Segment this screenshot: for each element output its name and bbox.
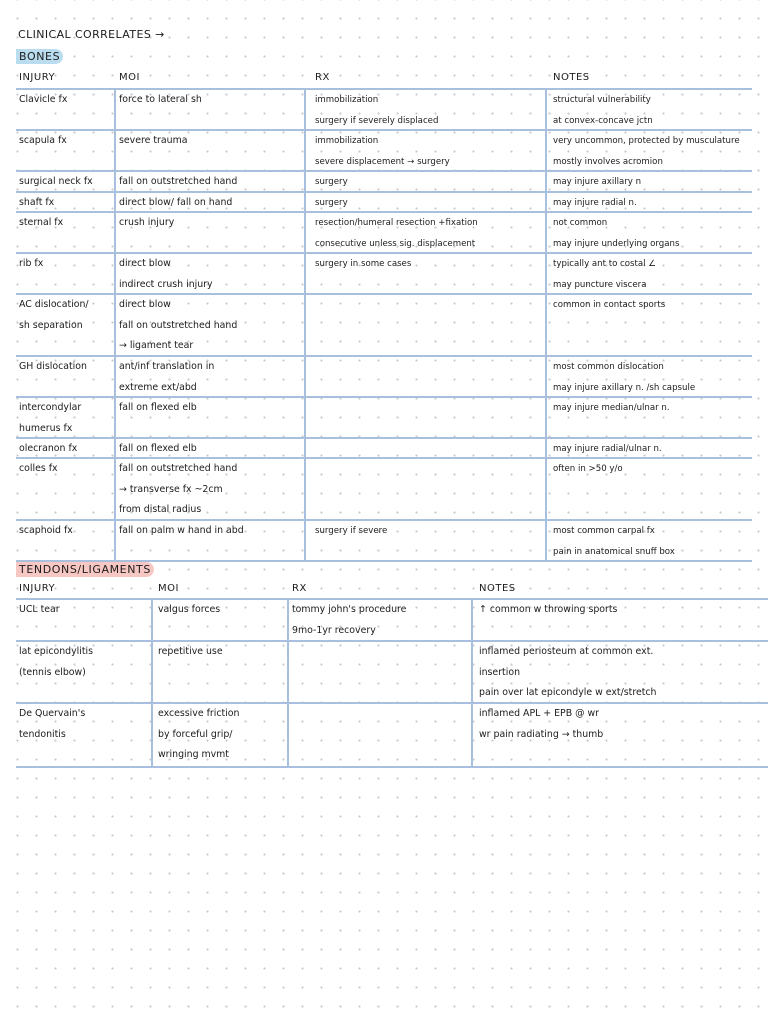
- bones-notes-text: may injure radial n.: [553, 198, 637, 208]
- bones-header-injury: INJURY: [19, 72, 56, 83]
- bones-rx-text: surgery: [315, 198, 348, 208]
- tendons-notes-text: inflamed APL + EPB @ wr: [479, 708, 599, 719]
- bones-injury-cell: [19, 131, 67, 152]
- tendons-notes-cell: [479, 600, 617, 621]
- bones-rx-cell: [315, 254, 411, 275]
- tendons-injury-cell: [19, 600, 60, 621]
- bones-moi-cell: [119, 459, 237, 521]
- bones-injury-cell: [19, 295, 89, 336]
- bones-moi-text: indirect crush injury: [119, 278, 213, 290]
- bones-moi-cell: [119, 357, 214, 398]
- tendons-rx-cell: [292, 600, 406, 641]
- bones-notes-text: common in contact sports: [553, 300, 666, 310]
- bones-moi-cell: [119, 90, 202, 111]
- bones-moi-cell: [119, 521, 244, 542]
- tendons-notes-cell: [479, 704, 603, 745]
- bones-notes-text: most common dislocation: [553, 362, 664, 372]
- bones-notes-text: may puncture viscera: [553, 279, 647, 290]
- bones-moi-text: direct blow/ fall on hand: [119, 197, 233, 208]
- bones-injury-cell: [19, 254, 43, 275]
- bones-moi-text: direct blow: [119, 258, 171, 269]
- bones-injury-cell: [19, 357, 87, 378]
- bones-rx-text: immobilization: [315, 95, 379, 105]
- bones-injury-text: sh separation: [19, 319, 83, 331]
- bones-notes-cell: [553, 398, 670, 419]
- bones-notes-text: mostly involves acromion: [553, 156, 663, 167]
- bones-injury-text: AC dislocation/: [19, 299, 89, 310]
- bones-injury-cell: [19, 172, 93, 193]
- bones-notes-cell: [553, 90, 653, 131]
- bones-notes-cell: [553, 295, 665, 316]
- tendons-section-label: TENDONS/LIGAMENTS: [16, 562, 154, 577]
- bones-moi-text: severe trauma: [119, 135, 188, 146]
- tendons-row-rule: [16, 702, 768, 704]
- bones-moi-text: → ligament tear: [119, 340, 194, 351]
- tendons-injury-text: (tennis elbow): [19, 666, 86, 678]
- bones-moi-cell: [119, 172, 237, 193]
- bones-injury-text: humerus fx: [19, 422, 73, 434]
- tendons-moi-text: excessive friction: [158, 708, 240, 719]
- tendons-moi-text: valgus forces: [158, 604, 221, 615]
- bones-column-rule: [304, 88, 306, 560]
- bones-moi-text: → transverse fx ~2cm: [119, 483, 223, 495]
- bones-notes-cell: [553, 172, 641, 193]
- bones-moi-text: fall on flexed elb: [119, 443, 197, 454]
- bones-injury-cell: [19, 521, 73, 542]
- bones-column-rule: [114, 88, 116, 560]
- bones-header-notes: NOTES: [553, 72, 590, 83]
- tendons-notes-text: inflamed periosteum at common ext.: [479, 646, 654, 657]
- bones-injury-cell: [19, 459, 58, 480]
- bones-rx-text: immobilization: [315, 136, 379, 146]
- tendons-injury-text: lat epicondylitis: [19, 646, 94, 657]
- bones-notes-cell: [553, 357, 695, 398]
- bones-rx-cell: [315, 521, 387, 542]
- bones-notes-text: very uncommon, protected by musculature: [553, 136, 740, 146]
- tendons-injury-cell: [19, 642, 93, 683]
- bones-moi-text: fall on outstretched hand: [119, 176, 238, 187]
- bones-notes-text: may injure median/ulnar n.: [553, 403, 670, 413]
- tendons-column-rule: [471, 598, 473, 766]
- bones-moi-text: fall on outstretched hand: [119, 319, 238, 331]
- bones-notes-text: typically ant to costal ∠: [553, 259, 656, 269]
- bones-rx-text: resection/humeral resection +fixation: [315, 218, 478, 228]
- bones-rx-cell: [315, 213, 478, 254]
- bones-rx-text: surgery if severe: [315, 526, 388, 536]
- bones-injury-cell: [19, 398, 81, 439]
- bones-moi-text: fall on flexed elb: [119, 402, 197, 413]
- tendons-column-rule: [151, 598, 153, 766]
- tendons-rx-text: 9mo-1yr recovery: [292, 624, 376, 636]
- tendons-notes-text: wr pain radiating → thumb: [479, 728, 604, 740]
- tendons-row-rule: [16, 766, 768, 768]
- tendons-header-rx: RX: [292, 583, 307, 594]
- bones-section-label: BONES: [16, 49, 63, 64]
- bones-notes-text: often in >50 y/o: [553, 464, 623, 474]
- bones-notes-text: may injure radial/ulnar n.: [553, 444, 662, 454]
- bones-notes-cell: [553, 213, 679, 254]
- bones-moi-cell: [119, 254, 213, 295]
- bones-moi-cell: [119, 213, 174, 234]
- bones-notes-text: not common: [553, 218, 608, 228]
- bones-moi-text: extreme ext/abd: [119, 381, 197, 393]
- tendons-moi-cell: [158, 704, 239, 766]
- bones-moi-text: fall on palm w hand in abd: [119, 525, 244, 536]
- tendons-header-moi: MOI: [158, 583, 179, 594]
- bones-header-rx: RX: [315, 72, 330, 83]
- tendons-injury-text: De Quervain's: [19, 708, 86, 719]
- tendons-column-rule: [287, 598, 289, 766]
- tendons-injury-text: UCL tear: [19, 604, 60, 615]
- bones-notes-text: pain in anatomical snuff box: [553, 546, 675, 557]
- bones-injury-text: surgical neck fx: [19, 176, 93, 187]
- bones-rx-text: surgery if severely displaced: [315, 115, 439, 126]
- bones-injury-text: olecranon fx: [19, 443, 78, 454]
- bones-notes-text: may injure axillary n. /sh capsule: [553, 382, 696, 393]
- tendons-notes-text: insertion: [479, 666, 521, 678]
- bones-moi-cell: [119, 295, 237, 357]
- bones-rx-cell: [315, 90, 438, 131]
- bones-moi-cell: [119, 131, 187, 152]
- tendons-header-injury: INJURY: [19, 583, 56, 594]
- bones-injury-text: GH dislocation: [19, 361, 87, 372]
- bones-moi-text: fall on outstretched hand: [119, 463, 238, 474]
- bones-notes-cell: [553, 521, 675, 562]
- bones-header-moi: MOI: [119, 72, 140, 83]
- bones-moi-text: crush injury: [119, 217, 175, 228]
- bones-notes-text: may injure axillary n: [553, 177, 642, 187]
- bones-notes-cell: [553, 131, 740, 172]
- tendons-moi-text: wringing mvmt: [158, 749, 229, 760]
- bones-notes-text: may injure underlying organs: [553, 238, 680, 249]
- bones-injury-text: colles fx: [19, 463, 58, 474]
- bones-injury-text: intercondylar: [19, 402, 82, 413]
- bones-notes-text: most common carpal fx: [553, 526, 655, 536]
- tendons-notes-text: pain over lat epicondyle w ext/stretch: [479, 687, 657, 698]
- bones-injury-cell: [19, 90, 67, 111]
- tendons-moi-cell: [158, 600, 220, 621]
- bones-injury-text: sternal fx: [19, 217, 64, 228]
- page-title: CLINICAL CORRELATES →: [18, 28, 165, 41]
- bones-moi-text: direct blow: [119, 299, 171, 310]
- tendons-rx-text: tommy john's procedure: [292, 604, 407, 615]
- tendons-notes-text: ↑ common w throwing sports: [479, 604, 618, 615]
- tendons-moi-cell: [158, 642, 223, 663]
- bones-injury-text: Clavicle fx: [19, 94, 68, 105]
- bones-rx-cell: [315, 172, 348, 193]
- bones-row-rule: [16, 560, 752, 562]
- bones-moi-text: ant/inf translation in: [119, 361, 215, 372]
- tendons-injury-cell: [19, 704, 85, 745]
- bones-injury-text: shaft fx: [19, 197, 55, 208]
- tendons-notes-cell: [479, 642, 657, 704]
- bones-notes-text: at convex-concave jctn: [553, 115, 653, 126]
- bones-rx-text: surgery in some cases: [315, 259, 412, 269]
- bones-rx-text: consecutive unless sig. displacement: [315, 238, 476, 249]
- bones-rx-text: surgery: [315, 177, 348, 187]
- tendons-injury-text: tendonitis: [19, 728, 66, 740]
- bones-rx-text: severe displacement → surgery: [315, 156, 450, 167]
- bones-rx-cell: [315, 131, 450, 172]
- bones-notes-cell: [553, 459, 623, 480]
- bones-moi-text: from distal radius: [119, 504, 202, 515]
- bones-injury-text: scaphoid fx: [19, 525, 73, 536]
- bones-injury-cell: [19, 213, 63, 234]
- bones-notes-cell: [553, 254, 656, 295]
- bones-injury-text: rib fx: [19, 258, 44, 269]
- bones-moi-text: force to lateral sh: [119, 94, 202, 105]
- bones-injury-text: scapula fx: [19, 135, 67, 146]
- bones-moi-cell: [119, 398, 197, 419]
- bones-column-rule: [545, 88, 547, 560]
- bones-notes-text: structural vulnerability: [553, 95, 651, 105]
- tendons-moi-text: by forceful grip/: [158, 728, 233, 740]
- tendons-header-notes: NOTES: [479, 583, 516, 594]
- tendons-moi-text: repetitive use: [158, 646, 223, 657]
